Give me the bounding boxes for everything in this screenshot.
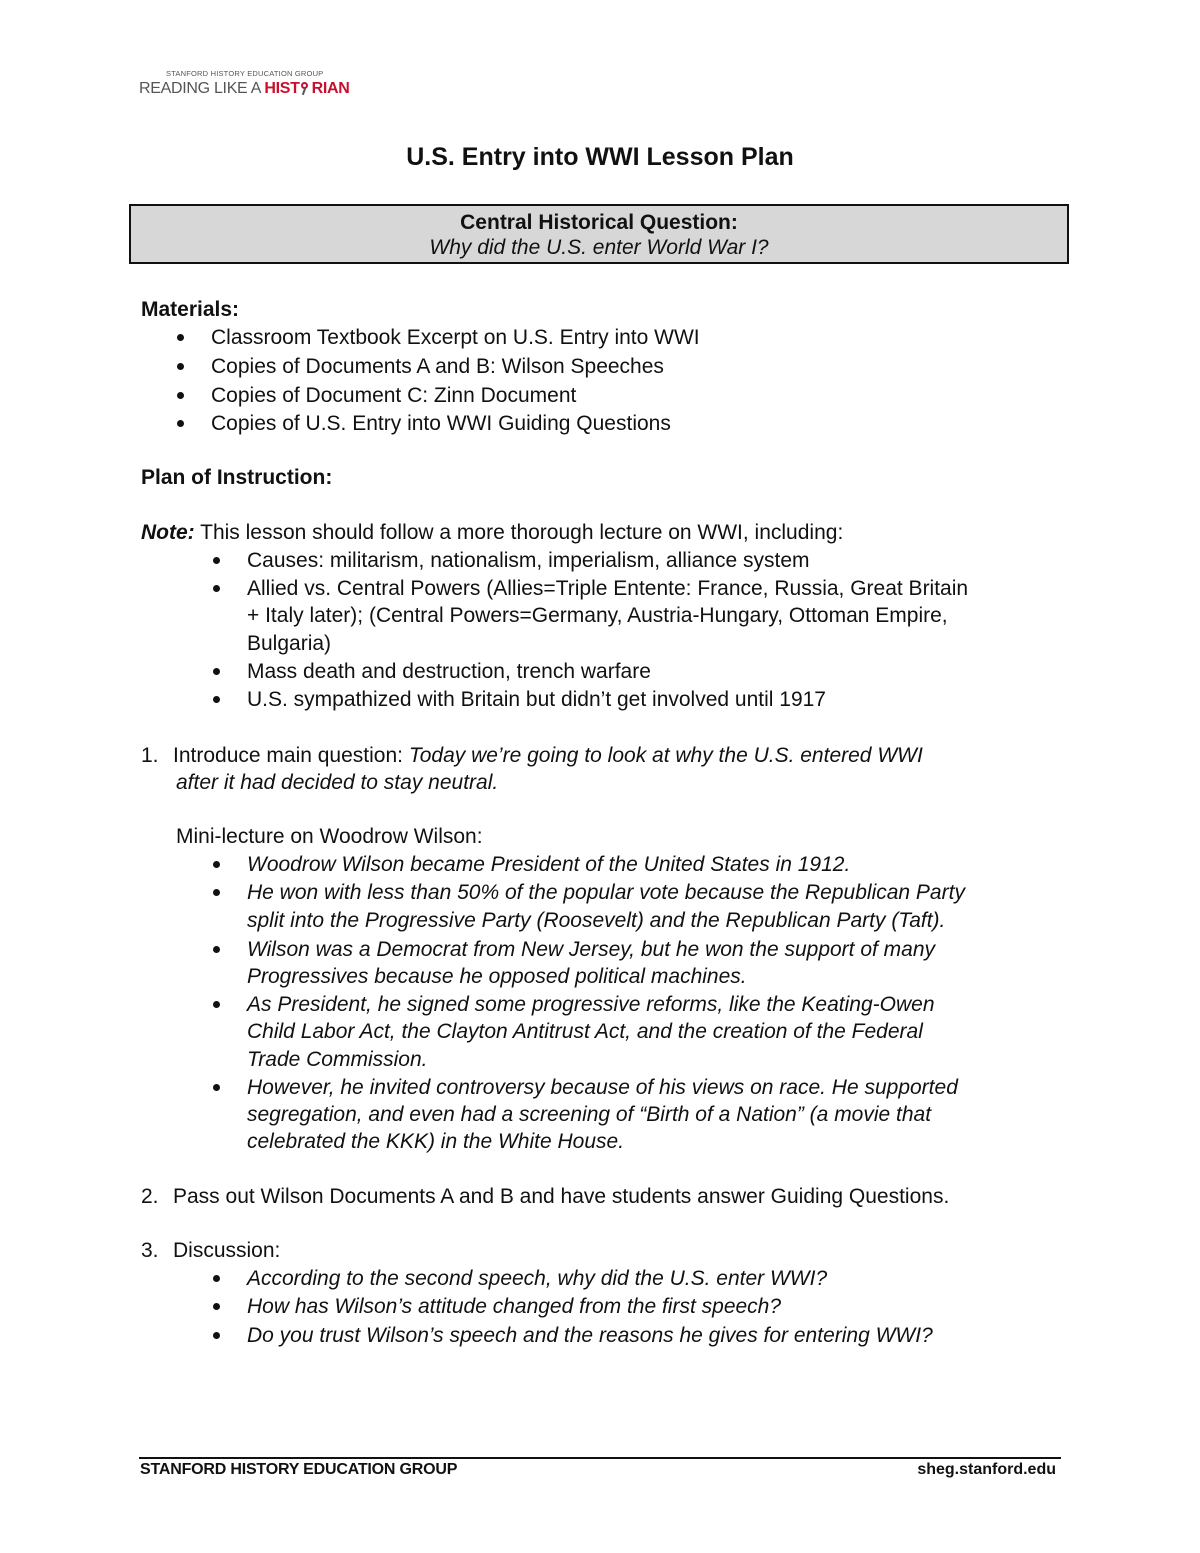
step3-text: Discussion: <box>173 1239 281 1262</box>
logo <box>139 80 350 98</box>
bullet <box>213 946 220 953</box>
list-item: Copies of U.S. Entry into WWI Guiding Questions <box>211 412 671 435</box>
step1-lead: Introduce main question: <box>173 744 409 767</box>
logo-hist: HIST <box>264 80 300 97</box>
list-item-cont: Trade Commission. <box>247 1048 428 1071</box>
list-item: According to the second speech, why did the U.S. enter WWI? <box>247 1267 828 1290</box>
list-item: However, he invited controversy because of his views on race. He supported <box>247 1076 958 1099</box>
bullet <box>213 557 220 564</box>
central-question-label: Central Historical Question: <box>460 211 738 234</box>
list-item: Copies of Documents A and B: Wilson Speeches <box>211 355 664 378</box>
footer-divider <box>139 1457 1061 1459</box>
note <box>141 519 843 546</box>
list-item: As President, he signed some progressive reforms, like the Keating-Owen <box>247 993 935 1016</box>
list-item-cont: celebrated the KKK) in the White House. <box>247 1130 625 1153</box>
step1-question: Today we’re going to look at why the U.S. entered WWI <box>408 744 923 767</box>
list-item: He won with less than 50% of the popular vote because the Republican Party <box>247 881 965 904</box>
central-question-text: Why did the U.S. enter World War I? <box>429 236 769 259</box>
list-item: Wilson was a Democrat from New Jersey, but he won the support of many <box>247 938 936 961</box>
bullet <box>213 1332 220 1339</box>
bullet <box>177 363 184 370</box>
page-title: U.S. Entry into WWI Lesson Plan <box>406 143 794 171</box>
bullet <box>213 696 220 703</box>
logo-subtitle: STANFORD HISTORY EDUCATION GROUP <box>166 69 324 78</box>
list-item: U.S. sympathized with Britain but didn’t get involved until 1917 <box>247 688 826 711</box>
list-item: Do you trust Wilson’s speech and the reasons he gives for entering WWI? <box>247 1324 933 1347</box>
bullet <box>213 668 220 675</box>
list-item-cont: segregation, and even had a screening of “Birth of a Nation” (a movie that <box>247 1103 932 1126</box>
list-item: Woodrow Wilson became President of the United States in 1912. <box>247 853 851 876</box>
logo-prefix: READING LIKE A <box>139 80 265 97</box>
step2-text: Pass out Wilson Documents A and B and have students answer Guiding Questions. <box>173 1185 950 1208</box>
mini-lecture-label: Mini-lecture on Woodrow Wilson: <box>176 825 483 848</box>
note-text: This lesson should follow a more thorough lecture on WWI, including: <box>194 521 844 544</box>
bullet <box>177 334 184 341</box>
list-item-cont: + Italy later); (Central Powers=Germany, Austria-Hungary, Ottoman Empire, <box>247 604 948 627</box>
list-item-cont: split into the Progressive Party (Roosevelt) and the Republican Party (Taft). <box>247 909 946 932</box>
bullet <box>177 420 184 427</box>
bullet <box>213 1275 220 1282</box>
list-item-cont: Bulgaria) <box>247 632 332 655</box>
bullet <box>213 1001 220 1008</box>
bullet <box>213 1084 220 1091</box>
step-number: 2. <box>141 1185 159 1208</box>
central-question-box <box>129 204 1069 264</box>
bullet <box>213 889 220 896</box>
list-item: Causes: militarism, nationalism, imperialism, alliance system <box>247 549 810 572</box>
bullet <box>213 861 220 868</box>
list-item: Allied vs. Central Powers (Allies=Triple Entente: France, Russia, Great Britain <box>247 577 969 600</box>
plan-heading: Plan of Instruction: <box>141 466 333 489</box>
step-number: 3. <box>141 1239 159 1262</box>
footer-organization: STANFORD HISTORY EDUCATION GROUP <box>140 1461 458 1478</box>
list-item: Mass death and destruction, trench warfare <box>247 660 651 683</box>
list-item-cont: Child Labor Act, the Clayton Antitrust Act, and the creation of the Federal <box>247 1020 923 1043</box>
footer-website: sheg.stanford.edu <box>917 1461 1056 1478</box>
list-item-cont: Progressives because he opposed political machines. <box>247 965 747 988</box>
bullet <box>213 585 220 592</box>
logo-rian: RIAN <box>311 80 350 97</box>
step-number: 1. <box>141 744 159 767</box>
materials-heading: Materials: <box>141 298 240 321</box>
list-item: Copies of Document C: Zinn Document <box>211 384 577 407</box>
step1-text <box>173 742 923 769</box>
bullet <box>213 1303 220 1310</box>
magnifier-icon <box>301 82 311 94</box>
bullet <box>177 392 184 399</box>
list-item: Classroom Textbook Excerpt on U.S. Entry into WWI <box>211 326 700 349</box>
step1-question-cont: after it had decided to stay neutral. <box>176 771 499 794</box>
note-label: Note: <box>141 521 195 544</box>
list-item: How has Wilson’s attitude changed from the first speech? <box>247 1295 782 1318</box>
